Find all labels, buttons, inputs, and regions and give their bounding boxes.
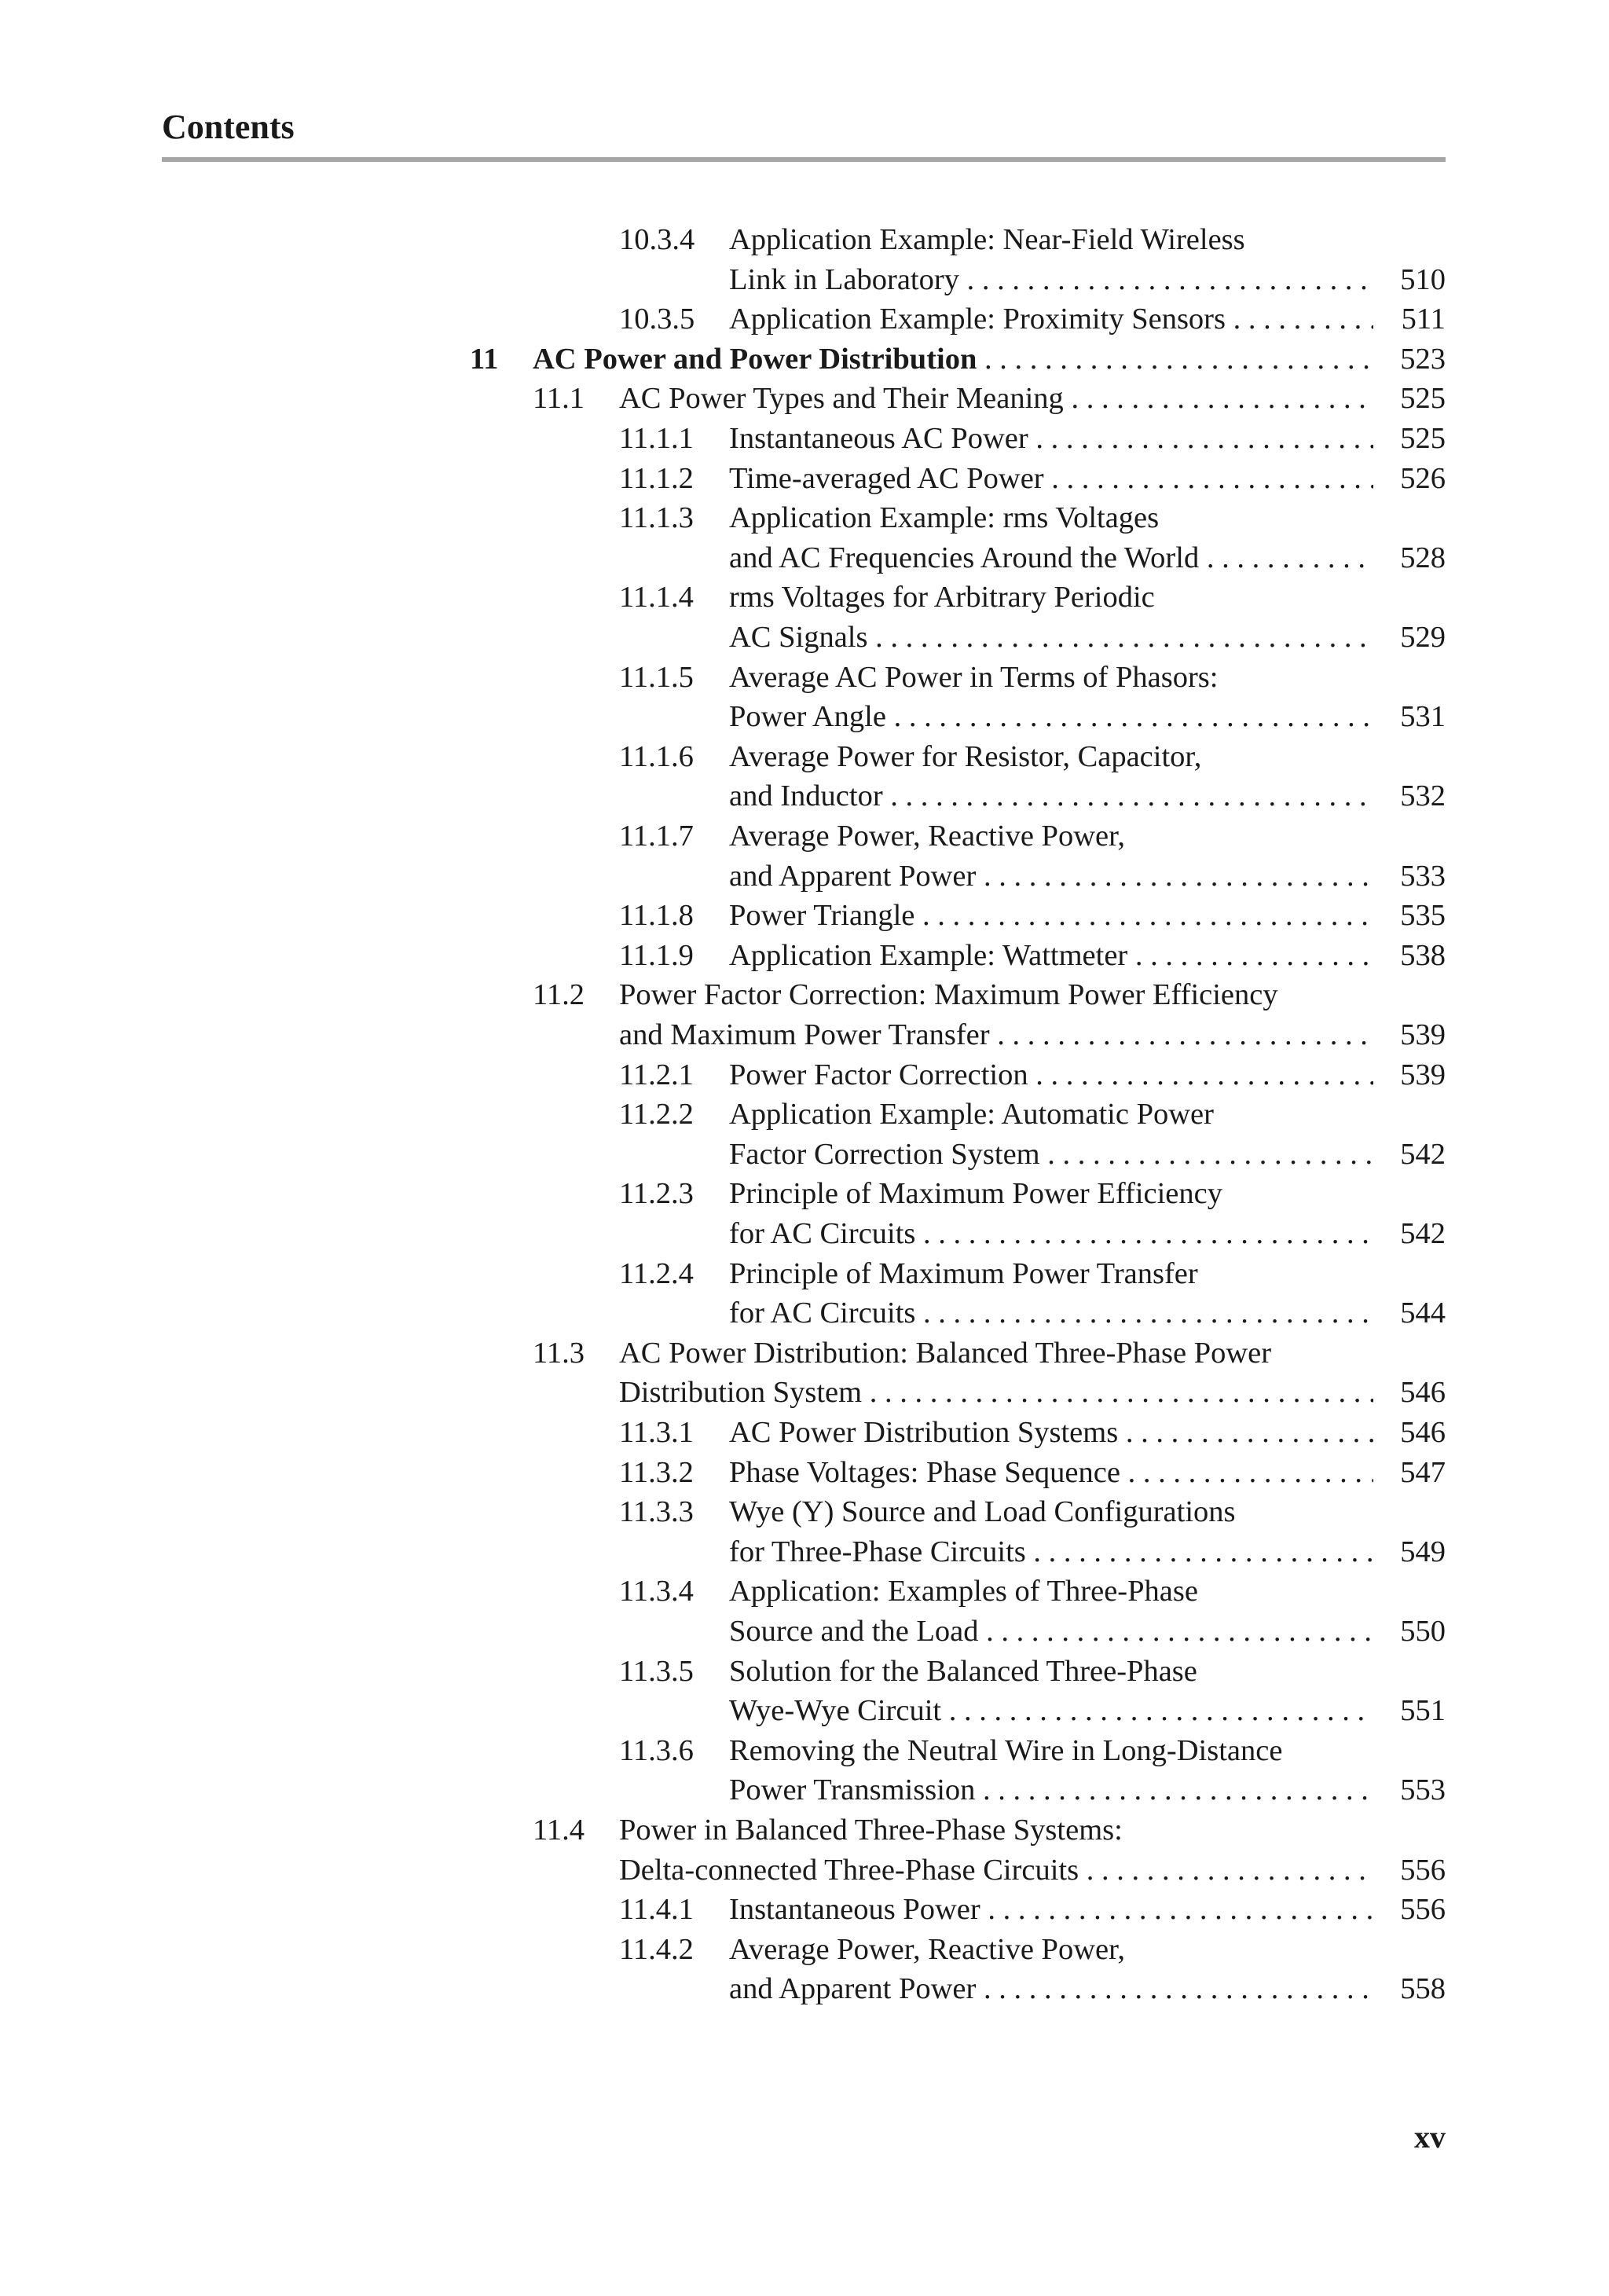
toc-entry-line <box>0 339 1609 379</box>
toc-entry-line <box>0 737 1609 776</box>
toc-entry-title-text: and Inductor <box>729 779 883 813</box>
toc-entry-title <box>729 459 1373 498</box>
toc-entry-line <box>0 975 1609 1014</box>
page-number: xv <box>1414 2119 1446 2155</box>
toc-entry-title <box>729 1532 1373 1572</box>
toc-entry-title-text: Average Power, Reactive Power, <box>729 1932 1125 1966</box>
toc-entry-title <box>729 856 1373 896</box>
toc-entry-title <box>729 1293 1373 1333</box>
toc-entry-title <box>729 1691 1373 1730</box>
toc-entry-title-text: Source and the Load <box>729 1615 979 1648</box>
toc-entry-line <box>0 459 1609 498</box>
toc-entry-page: 535 <box>1400 899 1446 933</box>
toc-entry-line <box>0 538 1609 578</box>
toc-entry-line <box>0 1135 1609 1174</box>
toc-entry-page: 544 <box>1400 1297 1446 1330</box>
toc-entry-title-text: Removing the Neutral Wire in Long-Distance <box>729 1733 1283 1767</box>
toc-entry-number: 11.3 <box>533 1336 585 1370</box>
toc-entry-line <box>0 856 1609 896</box>
toc-entry-number: 11.2 <box>533 978 585 1012</box>
toc-entry-title <box>729 896 1373 935</box>
toc-entry-title-text: Power Factor Correction: Maximum Power Efficiency <box>619 978 1278 1012</box>
toc-entry-line <box>0 1055 1609 1095</box>
toc-entry-title-text: Power Triangle <box>729 899 915 933</box>
toc-entry-title-text: and AC Frequencies Around the World <box>729 541 1200 574</box>
toc-entry-page: 542 <box>1400 1217 1446 1250</box>
toc-entry-title-text: Wye (Y) Source and Load Configurations <box>729 1495 1236 1529</box>
toc-entry-page: 546 <box>1400 1416 1446 1449</box>
toc-entry-line <box>0 1174 1609 1213</box>
toc-entry-line <box>0 578 1609 617</box>
toc-entry-line <box>0 1333 1609 1373</box>
toc-entry-title-text: Average Power for Resistor, Capacitor, <box>729 739 1202 773</box>
toc-entry-line <box>0 1890 1609 1929</box>
toc-entry-title <box>729 1135 1373 1174</box>
toc-entry-title <box>729 737 1201 776</box>
toc-entry-title <box>729 1890 1373 1929</box>
toc-entry-title <box>729 1055 1373 1095</box>
toc-entry-title-text: Average Power, Reactive Power, <box>729 820 1125 853</box>
toc-entry-page: 556 <box>1400 1893 1446 1927</box>
toc-entry-title-text: Instantaneous Power <box>729 1893 980 1927</box>
toc-entry-title <box>729 697 1373 736</box>
toc-entry-title-text: Phase Voltages: Phase Sequence <box>729 1455 1120 1489</box>
toc-entry-title <box>619 975 1278 1014</box>
toc-entry-line <box>0 1810 1609 1850</box>
toc-entry-title <box>729 1214 1373 1253</box>
toc-entry-title-text: Power Factor Correction <box>729 1058 1028 1091</box>
toc-entry-number: 11.3.1 <box>619 1416 694 1449</box>
toc-entry-title <box>729 776 1373 816</box>
toc-entry-number: 11.3.5 <box>619 1654 694 1688</box>
toc-entry-title-text: AC Signals <box>729 621 868 654</box>
toc-entry-number: 11.2.3 <box>619 1177 694 1211</box>
toc-entry-line <box>0 379 1609 418</box>
toc-entry-line <box>0 1214 1609 1253</box>
toc-entry-title-text: rms Voltages for Arbitrary Periodic <box>729 581 1155 614</box>
toc-entry-number: 11.3.6 <box>619 1733 694 1767</box>
toc-entry-page: 532 <box>1400 779 1446 813</box>
toc-entry-title-text: Application Example: Automatic Power <box>729 1098 1214 1131</box>
toc-entry-line <box>0 658 1609 697</box>
toc-entry-line <box>0 936 1609 975</box>
toc-entry-title-text: Power Transmission <box>729 1773 976 1807</box>
toc-entry-title-text: Link in Laboratory <box>729 262 959 296</box>
toc-entry-number: 11 <box>470 342 499 376</box>
toc-entry-page: 547 <box>1400 1455 1446 1489</box>
toc-entry-number: 11.3.4 <box>619 1575 694 1608</box>
toc-entry-line <box>0 299 1609 339</box>
toc-entry-number: 11.1.3 <box>619 501 694 535</box>
toc-entry-line <box>0 1373 1609 1412</box>
toc-entry-page: 558 <box>1400 1972 1446 2006</box>
toc-entry-line <box>0 260 1609 299</box>
toc-entry-line <box>0 1770 1609 1810</box>
toc-entry-line <box>0 1652 1609 1691</box>
toc-entry-title <box>729 618 1373 657</box>
toc-entry-title-text: AC Power Distribution Systems <box>729 1416 1119 1449</box>
toc-entry-title <box>729 1492 1236 1531</box>
toc-entry-line <box>0 1691 1609 1730</box>
toc-entry-page: 526 <box>1400 461 1446 495</box>
toc-entry-title-text: Wye-Wye Circuit <box>729 1694 942 1728</box>
page-title: Contents <box>162 108 295 146</box>
toc-entry-page: 539 <box>1400 1018 1446 1051</box>
page-header <box>162 104 1446 162</box>
toc-entry-line <box>0 1731 1609 1770</box>
toc-entry-number: 11.4.2 <box>619 1932 694 1966</box>
toc-entry-page: 551 <box>1400 1694 1446 1728</box>
toc-entry-number: 11.4 <box>533 1814 585 1847</box>
toc-entry-line <box>0 776 1609 816</box>
toc-entry-title <box>729 498 1159 537</box>
toc-entry-title <box>729 936 1373 975</box>
toc-entry-line <box>0 1612 1609 1651</box>
toc-entry-page: 523 <box>1400 342 1446 376</box>
toc-entry-page: 550 <box>1400 1615 1446 1648</box>
toc-entry-title <box>729 538 1373 578</box>
toc-entry-title-text: for Three-Phase Circuits <box>729 1535 1026 1568</box>
toc-entry-number: 11.2.2 <box>619 1098 694 1131</box>
toc-entry-number: 11.1.7 <box>619 820 694 853</box>
toc-entry-title-text: Application Example: Wattmeter <box>729 938 1128 972</box>
toc-entry-number: 11.2.1 <box>619 1058 694 1091</box>
toc-entry-line <box>0 1532 1609 1572</box>
toc-entry-number: 11.4.1 <box>619 1893 694 1927</box>
toc-entry-title-text: Time-averaged AC Power <box>729 461 1044 495</box>
toc-entry-line <box>0 1293 1609 1333</box>
toc-entry-title <box>533 339 1373 379</box>
toc-entry-line <box>0 1095 1609 1134</box>
toc-entry-title <box>619 1810 1123 1850</box>
toc-entry-title <box>619 1333 1271 1373</box>
header-rule <box>162 157 1446 162</box>
toc-entry-title-text: Delta-connected Three-Phase Circuits <box>619 1853 1079 1887</box>
toc-entry-line <box>0 419 1609 458</box>
toc-entry-title <box>729 1413 1373 1452</box>
toc-entry-title <box>729 260 1373 299</box>
toc-entry-title-text: and Apparent Power <box>729 1972 977 2006</box>
toc-entry-page: 549 <box>1400 1535 1446 1568</box>
toc-entry-line <box>0 896 1609 935</box>
toc-entry-line <box>0 1492 1609 1531</box>
toc-entry-title <box>619 1015 1373 1054</box>
toc-entry-title-text: Application Example: Proximity Sensors <box>729 303 1226 336</box>
toc-entry-number: 11.1 <box>533 382 585 416</box>
toc-entry-title-text: Application: Examples of Three-Phase <box>729 1575 1198 1608</box>
toc-entry-title <box>729 1174 1222 1213</box>
toc-entry-title <box>619 1850 1373 1890</box>
toc-entry-line <box>0 816 1609 856</box>
toc-entry-title <box>729 1612 1373 1651</box>
toc-entry-page: 510 <box>1400 262 1446 296</box>
toc-entry-page: 542 <box>1400 1137 1446 1171</box>
toc-entry-line <box>0 1413 1609 1452</box>
toc-entry-line <box>0 618 1609 657</box>
toc-entry-number: 10.3.4 <box>619 223 695 256</box>
toc-entry-title <box>729 1731 1282 1770</box>
toc-entry-title-text: Application Example: Near-Field Wireless <box>729 223 1245 256</box>
toc-entry-page: 533 <box>1400 859 1446 893</box>
toc-entry-number: 11.1.4 <box>619 581 694 614</box>
toc-entry-line <box>0 1015 1609 1054</box>
toc-entry-title-text: Power Angle <box>729 700 886 734</box>
toc-entry-page: 538 <box>1400 938 1446 972</box>
toc-entry-page: 539 <box>1400 1058 1446 1091</box>
toc-entry-title <box>729 816 1125 856</box>
toc-entry-title <box>619 379 1373 418</box>
toc-entry-title-text: AC Power Types and Their Meaning <box>619 382 1064 416</box>
toc-entry-page: 553 <box>1400 1773 1446 1807</box>
toc-entry-page: 556 <box>1400 1853 1446 1887</box>
toc-entry-number: 11.1.6 <box>619 739 694 773</box>
toc-entry-title <box>729 1770 1373 1810</box>
toc-entry-title <box>619 1373 1373 1412</box>
toc-entry-title-text: for AC Circuits <box>729 1217 916 1250</box>
toc-entry-title <box>729 299 1373 339</box>
toc-entry-line <box>0 1969 1609 2008</box>
toc-entry-line <box>0 1572 1609 1611</box>
toc-entry-title-text: and Apparent Power <box>729 859 977 893</box>
toc-entry-title-text: Solution for the Balanced Three-Phase <box>729 1654 1197 1688</box>
toc-entry-title-text: Power in Balanced Three-Phase Systems: <box>619 1814 1123 1847</box>
toc-entry-line <box>0 220 1609 259</box>
toc-entry-title <box>729 658 1219 697</box>
toc-entry-line <box>0 1850 1609 1890</box>
toc-entry-title <box>729 220 1245 259</box>
toc-entry-line <box>0 1453 1609 1492</box>
toc-entry-title <box>729 1095 1214 1134</box>
toc-entry-title-text: Distribution System <box>619 1376 863 1410</box>
toc-entry-title <box>729 1453 1373 1492</box>
toc-entry-title <box>729 1254 1198 1293</box>
toc-entry-page: 511 <box>1401 303 1446 336</box>
toc-entry-number: 11.1.9 <box>619 938 694 972</box>
toc-entry-page: 525 <box>1400 382 1446 416</box>
toc-entry-title-text: Application Example: rms Voltages <box>729 501 1160 535</box>
toc-entry-title-text: and Maximum Power Transfer <box>619 1018 990 1051</box>
toc-entry-page: 546 <box>1400 1376 1446 1410</box>
toc-entry-number: 11.1.1 <box>619 422 694 455</box>
toc-entry-number: 10.3.5 <box>619 303 695 336</box>
toc-entry-page: 531 <box>1400 700 1446 734</box>
toc-entry-line <box>0 1930 1609 1969</box>
toc-entry-line <box>0 1254 1609 1293</box>
toc-entry-title-text: AC Power Distribution: Balanced Three-Phase Power <box>619 1336 1272 1370</box>
toc-entry-title <box>729 1930 1125 1969</box>
toc-entry-number: 11.1.5 <box>619 660 694 694</box>
toc-entry-title <box>729 1969 1373 2008</box>
toc-entry-number: 11.2.4 <box>619 1256 694 1290</box>
toc-entry-title-text: AC Power and Power Distribution <box>533 342 977 376</box>
toc-entry-title-text: Factor Correction System <box>729 1137 1040 1171</box>
toc-entry-title-text: Principle of Maximum Power Transfer <box>729 1256 1198 1290</box>
toc-entry-title <box>729 578 1155 617</box>
toc-entry-page: 525 <box>1400 422 1446 455</box>
toc-entry-page: 529 <box>1400 621 1446 654</box>
toc-entry-title <box>729 1652 1197 1691</box>
toc-entry-title-text: Instantaneous AC Power <box>729 422 1028 455</box>
toc-entry-number: 11.1.2 <box>619 461 694 495</box>
toc-entry-title <box>729 1572 1198 1611</box>
toc-entry-title <box>729 419 1373 458</box>
toc-entry-title-text: Principle of Maximum Power Efficiency <box>729 1177 1222 1211</box>
toc-entry-number: 11.1.8 <box>619 899 694 933</box>
toc-entry-title-text: Average AC Power in Terms of Phasors: <box>729 660 1219 694</box>
toc-entry-page: 528 <box>1400 541 1446 574</box>
toc-entry-line <box>0 498 1609 537</box>
toc-entry-number: 11.3.3 <box>619 1495 694 1529</box>
toc-entry-title-text: for AC Circuits <box>729 1297 916 1330</box>
toc-entry-number: 11.3.2 <box>619 1455 694 1489</box>
toc-entry-line <box>0 697 1609 736</box>
